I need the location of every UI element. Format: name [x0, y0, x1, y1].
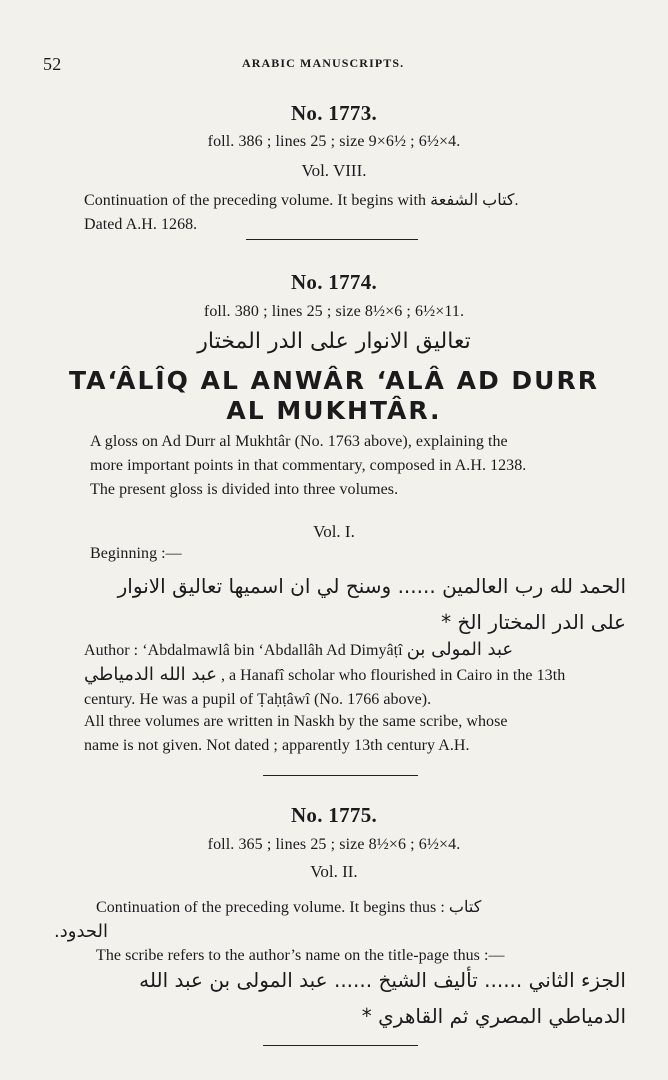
body-line: Continuation of the preceding volume. It begins thus : كتاب — [96, 899, 482, 916]
author-line-2 — [84, 663, 624, 688]
author-text: Author : ‘Abdalmawlâ bin ‘Abdallâh Ad Dimyâṭî — [84, 642, 403, 659]
section-divider — [263, 775, 418, 776]
beginning-label: Beginning :— — [90, 545, 182, 562]
entry-meta: foll. 365 ; lines 25 ; size 8½×6 ; 6½×4. — [207, 836, 461, 853]
body-line: Continuation of the preceding volume. It begins with كتاب الشفعة. — [84, 192, 519, 209]
arabic-line: على الدر المختار الخ * — [441, 610, 626, 634]
arabic-line: الجزء الثاني ...... تأليف الشيخ ...... عبد المولى بن عبد الله — [139, 968, 626, 992]
body-line: Dated A.H. 1268. — [84, 216, 198, 233]
body-arabic-line: الحدود. — [54, 921, 108, 942]
entry-meta: foll. 380 ; lines 25 ; size 8½×6 ; 6½×11. — [203, 303, 465, 320]
author-line-1 — [84, 638, 624, 663]
latin-title-line: AL MUKHTÂR. — [226, 396, 442, 425]
entry-meta: foll. 386 ; lines 25 ; size 9×6½ ; 6½×4. — [207, 133, 461, 150]
entry-description — [90, 430, 630, 502]
arabic-title: تعاليق الانوار على الدر المختار — [197, 329, 471, 354]
author-line-3: century. He was a pupil of Ṭaḥṭâwî (No. 1766 above). — [84, 691, 432, 708]
arabic-line: الحمد لله رب العالمين ...... وسنح لي ان اسميها تعاليق الانوار — [117, 574, 626, 598]
description-line: The present gloss is divided into three volumes. — [90, 481, 399, 498]
entry-number: No. 1774. — [290, 270, 378, 294]
arabic-line: الدمياطي المصري ثم القاهري * — [361, 1004, 626, 1028]
author-paragraph — [84, 638, 624, 712]
description-line: more important points in that commentary, composed in A.H. 1238. — [90, 457, 527, 474]
beginning-arabic — [78, 568, 626, 640]
latin-title — [0, 366, 668, 426]
page-number: 52 — [43, 54, 62, 74]
body-line: The scribe refers to the author’s name on the title-page thus :— — [96, 947, 505, 964]
note-line: name is not given. Not dated ; apparently 13th century A.H. — [84, 737, 470, 754]
entry-number: No. 1773. — [290, 101, 378, 125]
volume-label: Vol. VIII. — [301, 161, 367, 180]
entry-body — [54, 896, 636, 968]
author-arabic-1: عبد المولى بن — [406, 639, 514, 660]
title-page-arabic — [78, 962, 626, 1034]
author-text: , a Hanafî scholar who flourished in Cairo in the 13th — [220, 667, 566, 684]
entry-body — [84, 189, 624, 237]
note-line: All three volumes are written in Naskh by the same scribe, whose — [84, 713, 508, 730]
note-paragraph — [84, 710, 624, 758]
entry-number: No. 1775. — [290, 803, 378, 827]
description-line: A gloss on Ad Durr al Mukhtâr (No. 1763 above), explaining the — [90, 433, 508, 450]
volume-label: Vol. I. — [313, 522, 355, 541]
author-arabic-2: عبد الله الدمياطي — [84, 664, 217, 685]
latin-title-line: TA‘ÂLÎQ AL ANWÂR ‘ALÂ AD DURR — [69, 366, 599, 395]
volume-label: Vol. II. — [310, 862, 358, 881]
section-divider — [263, 1045, 418, 1046]
page-header — [0, 54, 668, 78]
running-head: ARABIC MANUSCRIPTS. — [242, 56, 405, 70]
section-divider — [246, 239, 418, 240]
